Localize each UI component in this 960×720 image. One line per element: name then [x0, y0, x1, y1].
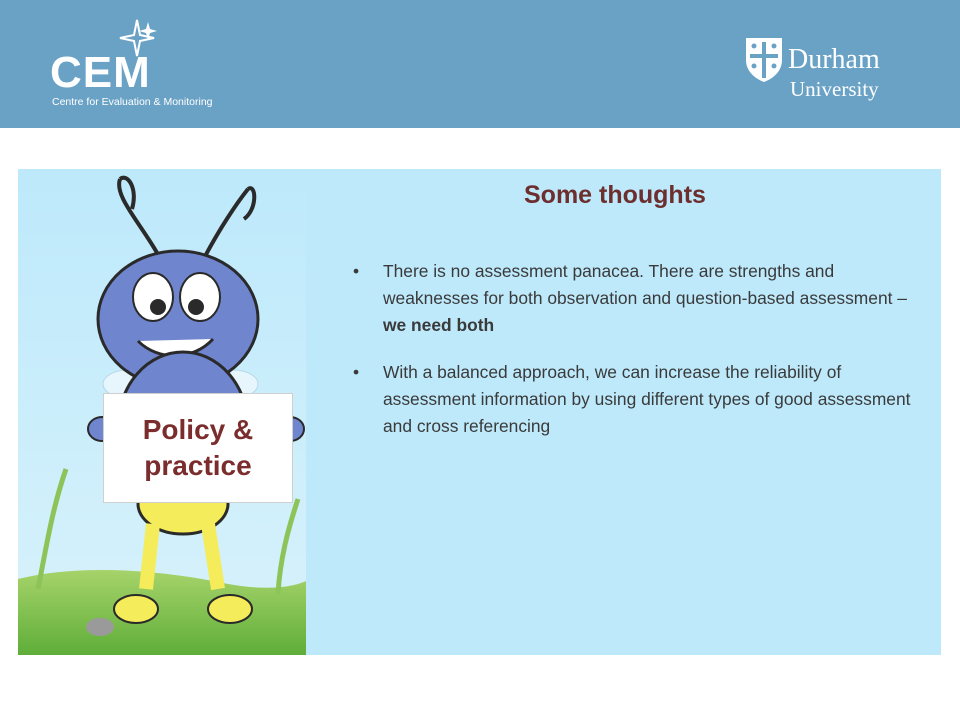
- durham-logo-subtitle: University: [790, 77, 879, 101]
- sign-line-1: Policy &: [142, 414, 254, 445]
- bullet-text: There is no assessment panacea. There are strengths and weaknesses for both observation and question-based assessment –: [383, 261, 907, 308]
- sign-line-2: practice: [144, 450, 252, 481]
- bullet-item: [340, 359, 920, 440]
- bullet-dot-icon: •: [353, 362, 360, 382]
- cem-logo: [50, 18, 250, 118]
- bullet-list: [340, 258, 920, 460]
- bullet-item: [340, 258, 920, 339]
- cem-logo-word: CEM: [50, 48, 151, 97]
- bullet-bold-text: we need both: [383, 315, 495, 335]
- durham-logo-name: Durham: [788, 44, 880, 75]
- bug-illustration: [18, 169, 306, 655]
- slide-title: Some thoughts: [524, 181, 706, 209]
- bullet-dot-icon: •: [353, 261, 360, 281]
- policy-sign: [103, 393, 293, 503]
- header-band: [0, 0, 960, 128]
- shield-icon: [744, 36, 784, 84]
- bullet-text: With a balanced approach, we can increase the reliability of assessment information by using different types of good assessment and cross referencing: [383, 362, 911, 436]
- cem-logo-subtitle: Centre for Evaluation & Monitoring: [52, 96, 213, 108]
- durham-logo: [742, 34, 942, 114]
